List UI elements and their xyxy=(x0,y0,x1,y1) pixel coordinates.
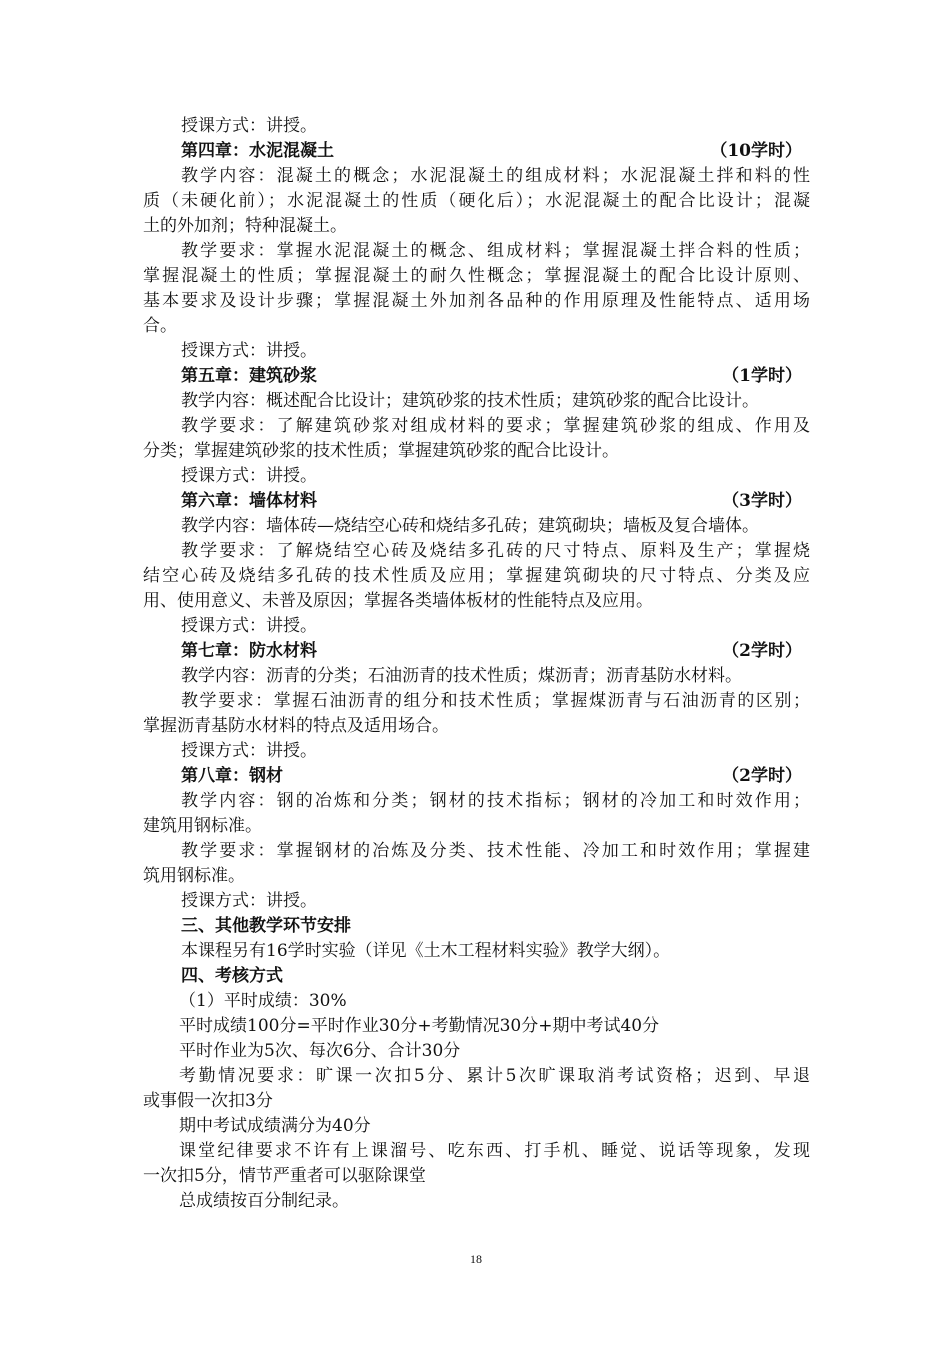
chapter-4-content-line1: 教学内容：混凝土的概念；水泥混凝土的组成材料；水泥混凝土拌和料的性 xyxy=(181,166,810,186)
chapter-5-title: 第五章：建筑砂浆 xyxy=(181,366,317,386)
total-grade-note: 总成绩按百分制纪录。 xyxy=(179,1191,349,1211)
teaching-method-ch3: 授课方式：讲授。 xyxy=(181,116,317,136)
chapter-7-content: 教学内容：沥青的分类；石油沥青的技术性质；煤沥青；沥青基防水材料。 xyxy=(181,666,742,686)
chapter-4-requirements-line1: 教学要求：掌握水泥混凝土的概念、组成材料；掌握混凝土拌合料的性质； xyxy=(181,241,810,261)
chapter-4-hours: （10学时） xyxy=(710,141,802,161)
chapter-6-hours: （3学时） xyxy=(722,491,802,511)
chapter-8-requirements-line1: 教学要求：掌握钢材的冶炼及分类、技术性能、冷加工和时效作用；掌握建 xyxy=(181,841,810,861)
chapter-6-teaching-method: 授课方式：讲授。 xyxy=(181,616,317,636)
chapter-4-title: 第四章：水泥混凝土 xyxy=(181,141,334,161)
chapter-4-teaching-method: 授课方式：讲授。 xyxy=(181,341,317,361)
section-3-heading: 三、其他教学环节安排 xyxy=(181,916,351,936)
chapter-7-title: 第七章：防水材料 xyxy=(181,641,317,661)
chapter-7-requirements-line1: 教学要求：掌握石油沥青的组分和技术性质；掌握煤沥青与石油沥青的区别； xyxy=(181,691,810,711)
chapter-8-teaching-method: 授课方式：讲授。 xyxy=(181,891,317,911)
chapter-5-content: 教学内容：概述配合比设计；建筑砂浆的技术性质；建筑砂浆的配合比设计。 xyxy=(181,391,759,411)
regular-grade-breakdown: 平时成绩100分=平时作业30分+考勤情况30分+期中考试40分 xyxy=(179,1016,660,1036)
homework-rule: 平时作业为5次、每次6分、合计30分 xyxy=(179,1041,461,1061)
page-body xyxy=(143,114,810,1214)
chapter-6-requirements-line3: 用、使用意义、未普及原因；掌握各类墙体板材的性能特点及应用。 xyxy=(143,591,653,611)
chapter-8-requirements-line2: 筑用钢标准。 xyxy=(143,866,245,886)
chapter-5-requirements-line2: 分类；掌握建筑砂浆的技术性质；掌握建筑砂浆的配合比设计。 xyxy=(143,441,619,461)
chapter-4-content-line3: 土的外加剂；特种混凝土。 xyxy=(143,216,347,236)
midterm-rule: 期中考试成绩满分为40分 xyxy=(179,1116,371,1136)
attendance-rule-line2: 或事假一次扣3分 xyxy=(143,1091,273,1111)
chapter-7-requirements-line2: 掌握沥青基防水材料的特点及适用场合。 xyxy=(143,716,449,736)
chapter-6-content: 教学内容：墙体砖—烧结空心砖和烧结多孔砖；建筑砌块；墙板及复合墙体。 xyxy=(181,516,759,536)
regular-grade-weight: （1）平时成绩：30% xyxy=(179,991,347,1011)
chapter-7-teaching-method: 授课方式：讲授。 xyxy=(181,741,317,761)
chapter-8-content-line2: 建筑用钢标准。 xyxy=(143,816,262,836)
chapter-6-heading xyxy=(143,489,810,514)
chapter-5-requirements-line1: 教学要求：了解建筑砂浆对组成材料的要求；掌握建筑砂浆的组成、作用及 xyxy=(181,416,810,436)
attendance-rule-line1: 考勤情况要求：旷课一次扣5分、累计5次旷课取消考试资格；迟到、早退 xyxy=(179,1066,810,1086)
chapter-4-heading xyxy=(143,139,810,164)
chapter-7-heading xyxy=(143,639,810,664)
chapter-5-hours: （1学时） xyxy=(722,366,802,386)
chapter-4-content-line2: 质（未硬化前）；水泥混凝土的性质（硬化后）；水泥混凝土的配合比设计；混凝 xyxy=(143,191,810,211)
chapter-4-requirements-line4: 合。 xyxy=(143,316,177,336)
discipline-rule-line1: 课堂纪律要求不许有上课溜号、吃东西、打手机、睡觉、说话等现象，发现 xyxy=(179,1141,810,1161)
chapter-7-hours: （2学时） xyxy=(722,641,802,661)
section-4-heading: 四、考核方式 xyxy=(181,966,283,986)
chapter-5-heading xyxy=(143,364,810,389)
chapter-5-teaching-method: 授课方式：讲授。 xyxy=(181,466,317,486)
chapter-8-content-line1: 教学内容：钢的冶炼和分类；钢材的技术指标；钢材的冷加工和时效作用； xyxy=(181,791,810,811)
page-number: 18 xyxy=(470,1252,482,1266)
chapter-8-hours: （2学时） xyxy=(722,766,802,786)
discipline-rule-line2: 一次扣5分，情节严重者可以驱除课堂 xyxy=(143,1166,426,1186)
chapter-6-requirements-line1: 教学要求：了解烧结空心砖及烧结多孔砖的尺寸特点、原料及生产；掌握烧 xyxy=(181,541,810,561)
chapter-6-requirements-line2: 结空心砖及烧结多孔砖的技术性质及应用；掌握建筑砌块的尺寸特点、分类及应 xyxy=(143,566,810,586)
chapter-4-requirements-line3: 基本要求及设计步骤；掌握混凝土外加剂各品种的作用原理及性能特点、适用场 xyxy=(143,291,810,311)
lab-hours-note: 本课程另有16学时实验（详见《土木工程材料实验》教学大纲）。 xyxy=(181,941,671,961)
chapter-8-title: 第八章：钢材 xyxy=(181,766,283,786)
chapter-6-title: 第六章：墙体材料 xyxy=(181,491,317,511)
chapter-8-heading xyxy=(143,764,810,789)
chapter-4-requirements-line2: 掌握混凝土的性质；掌握混凝土的耐久性概念；掌握混凝土的配合比设计原则、 xyxy=(143,266,810,286)
